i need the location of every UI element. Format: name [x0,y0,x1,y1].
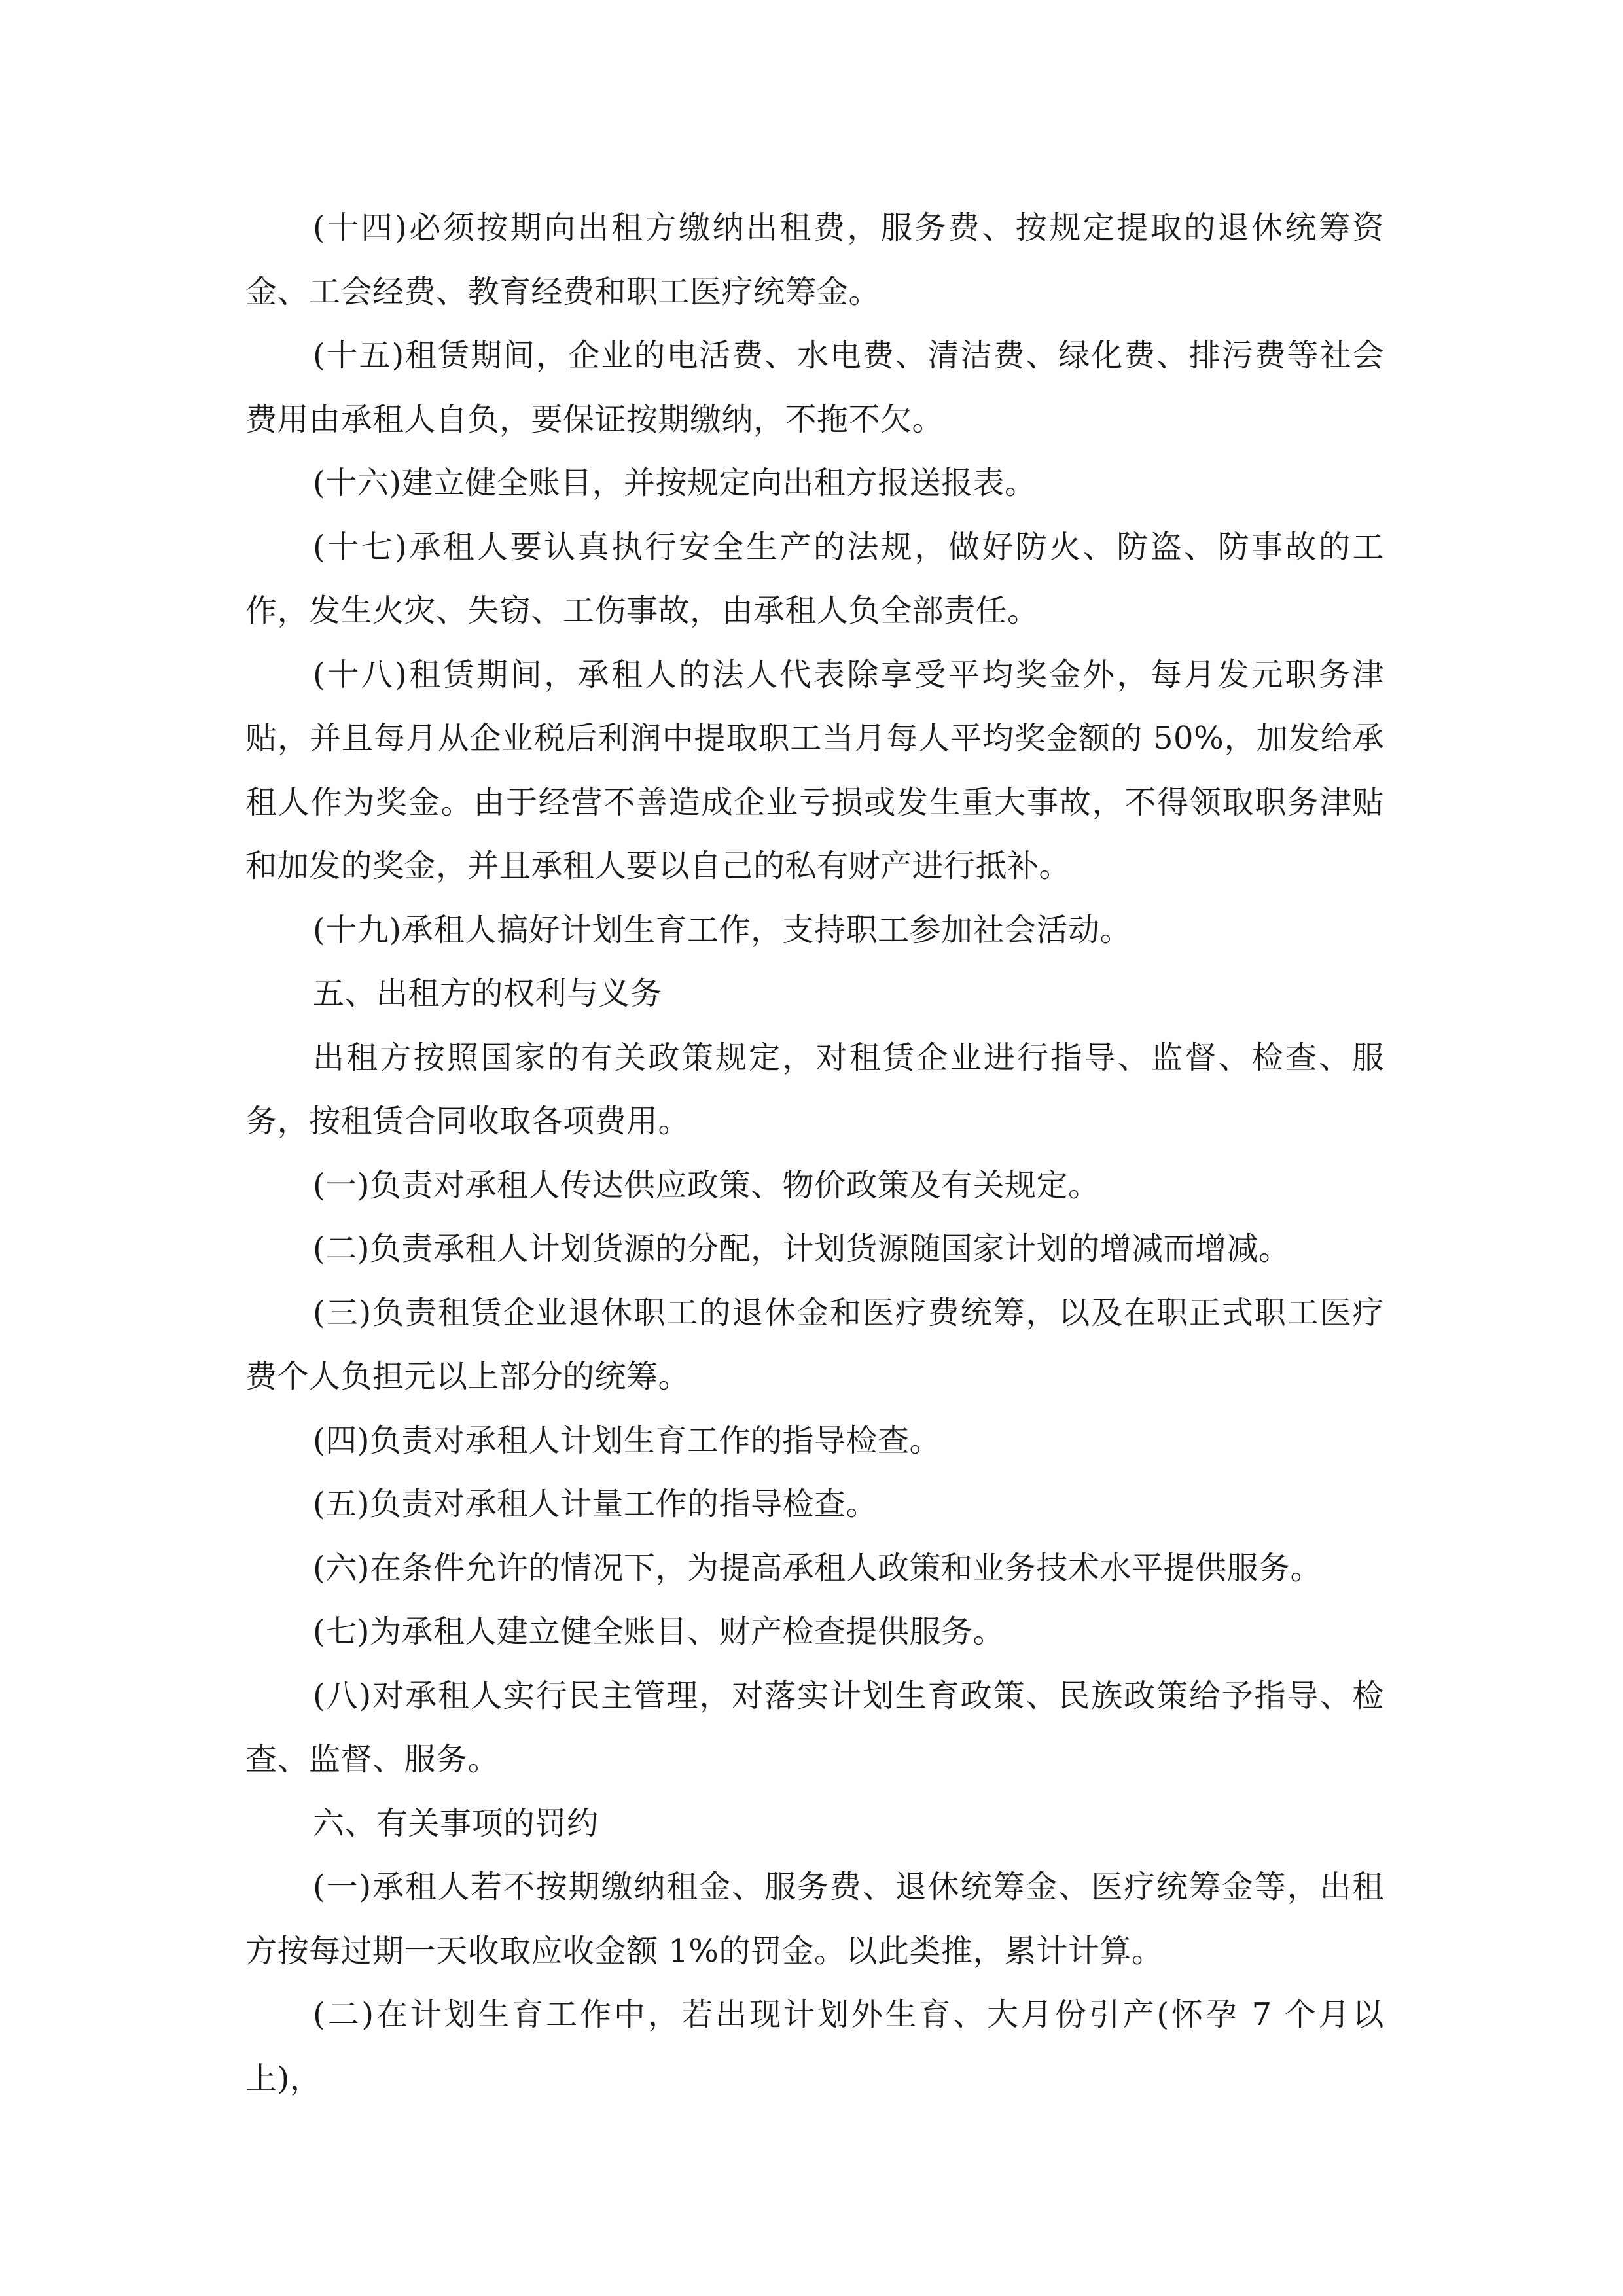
clause-14: (十四)必须按期向出租方缴纳出租费，服务费、按规定提取的退休统筹资金、工会经费、教育经费和职工医疗统筹金。 [245,209,1384,310]
penalty-clause-1: (一)承租人若不按期缴纳租金、服务费、退休统筹金、医疗统筹金等，出租方按每过期一天收取应收金额 1%的罚金。以此类推，累计计算。 [245,1869,1384,1969]
lessor-clause-1: (一)负责对承租人传达供应政策、物价政策及有关规定。 [313,1166,1100,1204]
lessor-clause-2: (二)负责承租人计划货源的分配，计划货源随国家计划的增减而增减。 [313,1230,1291,1267]
section-heading-6: 六、有关事项的罚约 [313,1804,599,1842]
lessor-clause-8: (八)对承租人实行民主管理，对落实计划生育政策、民族政策给予指导、检查、监督、服务。 [245,1677,1384,1778]
document-body [245,196,1384,2111]
lessor-clause-3: (三)负责租赁企业退休职工的退休金和医疗费统筹，以及在职正式职工医疗费个人负担元以上部分的统筹。 [245,1294,1384,1395]
clause-19: (十九)承租人搞好计划生育工作，支持职工参加社会活动。 [313,911,1132,948]
lessor-clause-7: (七)为承租人建立健全账目、财产检查提供服务。 [313,1613,1005,1650]
lessor-clause-4: (四)负责对承租人计划生育工作的指导检查。 [313,1422,941,1459]
lessor-clause-6: (六)在条件允许的情况下，为提高承租人政策和业务技术水平提供服务。 [313,1549,1322,1587]
lessor-clause-5: (五)负责对承租人计量工作的指导检查。 [313,1486,878,1522]
clause-18: (十八)租赁期间，承租人的法人代表除享受平均奖金外，每月发元职务津贴，并且每月从企业税后利润中提取职工当月每人平均奖金额的 50%，加发给承租人作为奖金。由于经营不善造成企业亏损或发生重大事故，不得领取职务津贴和加发的奖金，并且承租人要以自己的私有财产进行抵补。 [245,656,1384,884]
clause-15: (十五)租赁期间，企业的电活费、水电费、清洁费、绿化费、排污费等社会费用由承租人自负，要保证按期缴纳，不拖不欠。 [245,337,1384,438]
clause-17: (十七)承租人要认真执行安全生产的法规，做好防火、防盗、防事故的工作，发生火灾、失窃、工伤事故，由承租人负全部责任。 [245,528,1384,629]
clause-16: (十六)建立健全账目，并按规定向出租方报送报表。 [313,465,1037,501]
section-heading-5: 五、出租方的权利与义务 [313,975,662,1012]
section-5-intro: 出租方按照国家的有关政策规定，对租赁企业进行指导、监督、检查、服务，按租赁合同收取各项费用。 [245,1039,1384,1139]
penalty-clause-2: (二)在计划生育工作中，若出现计划外生育、大月份引产(怀孕 7 个月以上)， [245,1996,1384,2097]
